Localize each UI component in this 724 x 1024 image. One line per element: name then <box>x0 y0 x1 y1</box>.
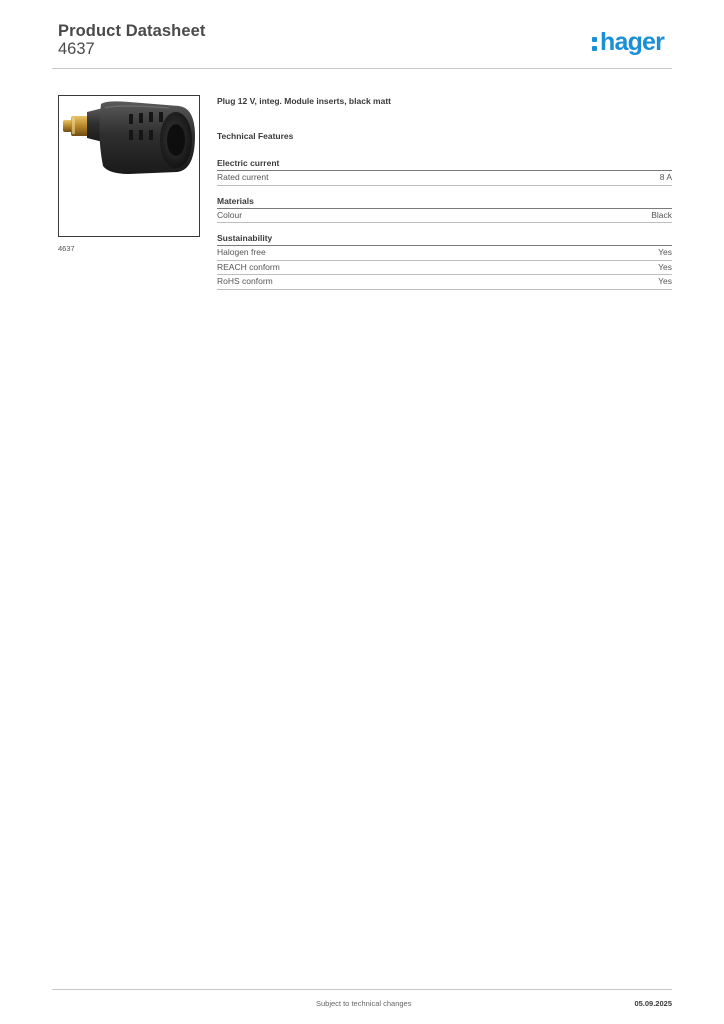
feature-row <box>217 209 672 224</box>
product-number: 4637 <box>58 40 95 58</box>
header-divider <box>52 68 672 69</box>
feature-row <box>217 171 672 186</box>
group-title: Materials <box>217 196 672 209</box>
feature-row <box>217 275 672 290</box>
page-title: Product Datasheet <box>58 22 206 40</box>
feature-value: Yes <box>658 247 672 257</box>
product-details <box>217 96 672 300</box>
feature-row <box>217 246 672 261</box>
group-materials <box>217 196 672 224</box>
feature-label: Halogen free <box>217 247 266 257</box>
group-sustainability <box>217 233 672 290</box>
group-electric-current <box>217 158 672 186</box>
feature-value: Yes <box>658 261 672 272</box>
feature-row <box>217 261 672 276</box>
technical-features-heading: Technical Features <box>217 131 294 141</box>
feature-label: Rated current <box>217 172 269 182</box>
footer-date: 05.09.2025 <box>634 999 672 1008</box>
footer-note: Subject to technical changes <box>316 999 412 1008</box>
product-description: Plug 12 V, integ. Module inserts, black matt <box>217 96 391 106</box>
group-title: Sustainability <box>217 233 672 246</box>
product-image <box>58 95 200 237</box>
footer-divider <box>52 989 672 990</box>
plug-illustration <box>59 96 199 236</box>
feature-value: 8 A <box>659 172 672 182</box>
feature-label: RoHS conform <box>217 276 273 286</box>
feature-value: Black <box>651 209 672 220</box>
feature-label: REACH conform <box>217 261 280 272</box>
image-caption: 4637 <box>58 244 75 253</box>
feature-label: Colour <box>217 209 243 220</box>
group-title: Electric current <box>217 158 672 171</box>
logo-dots-icon <box>592 37 597 51</box>
logo-text: hager <box>600 27 665 56</box>
hager-logo <box>592 26 664 58</box>
feature-value: Yes <box>658 276 672 286</box>
